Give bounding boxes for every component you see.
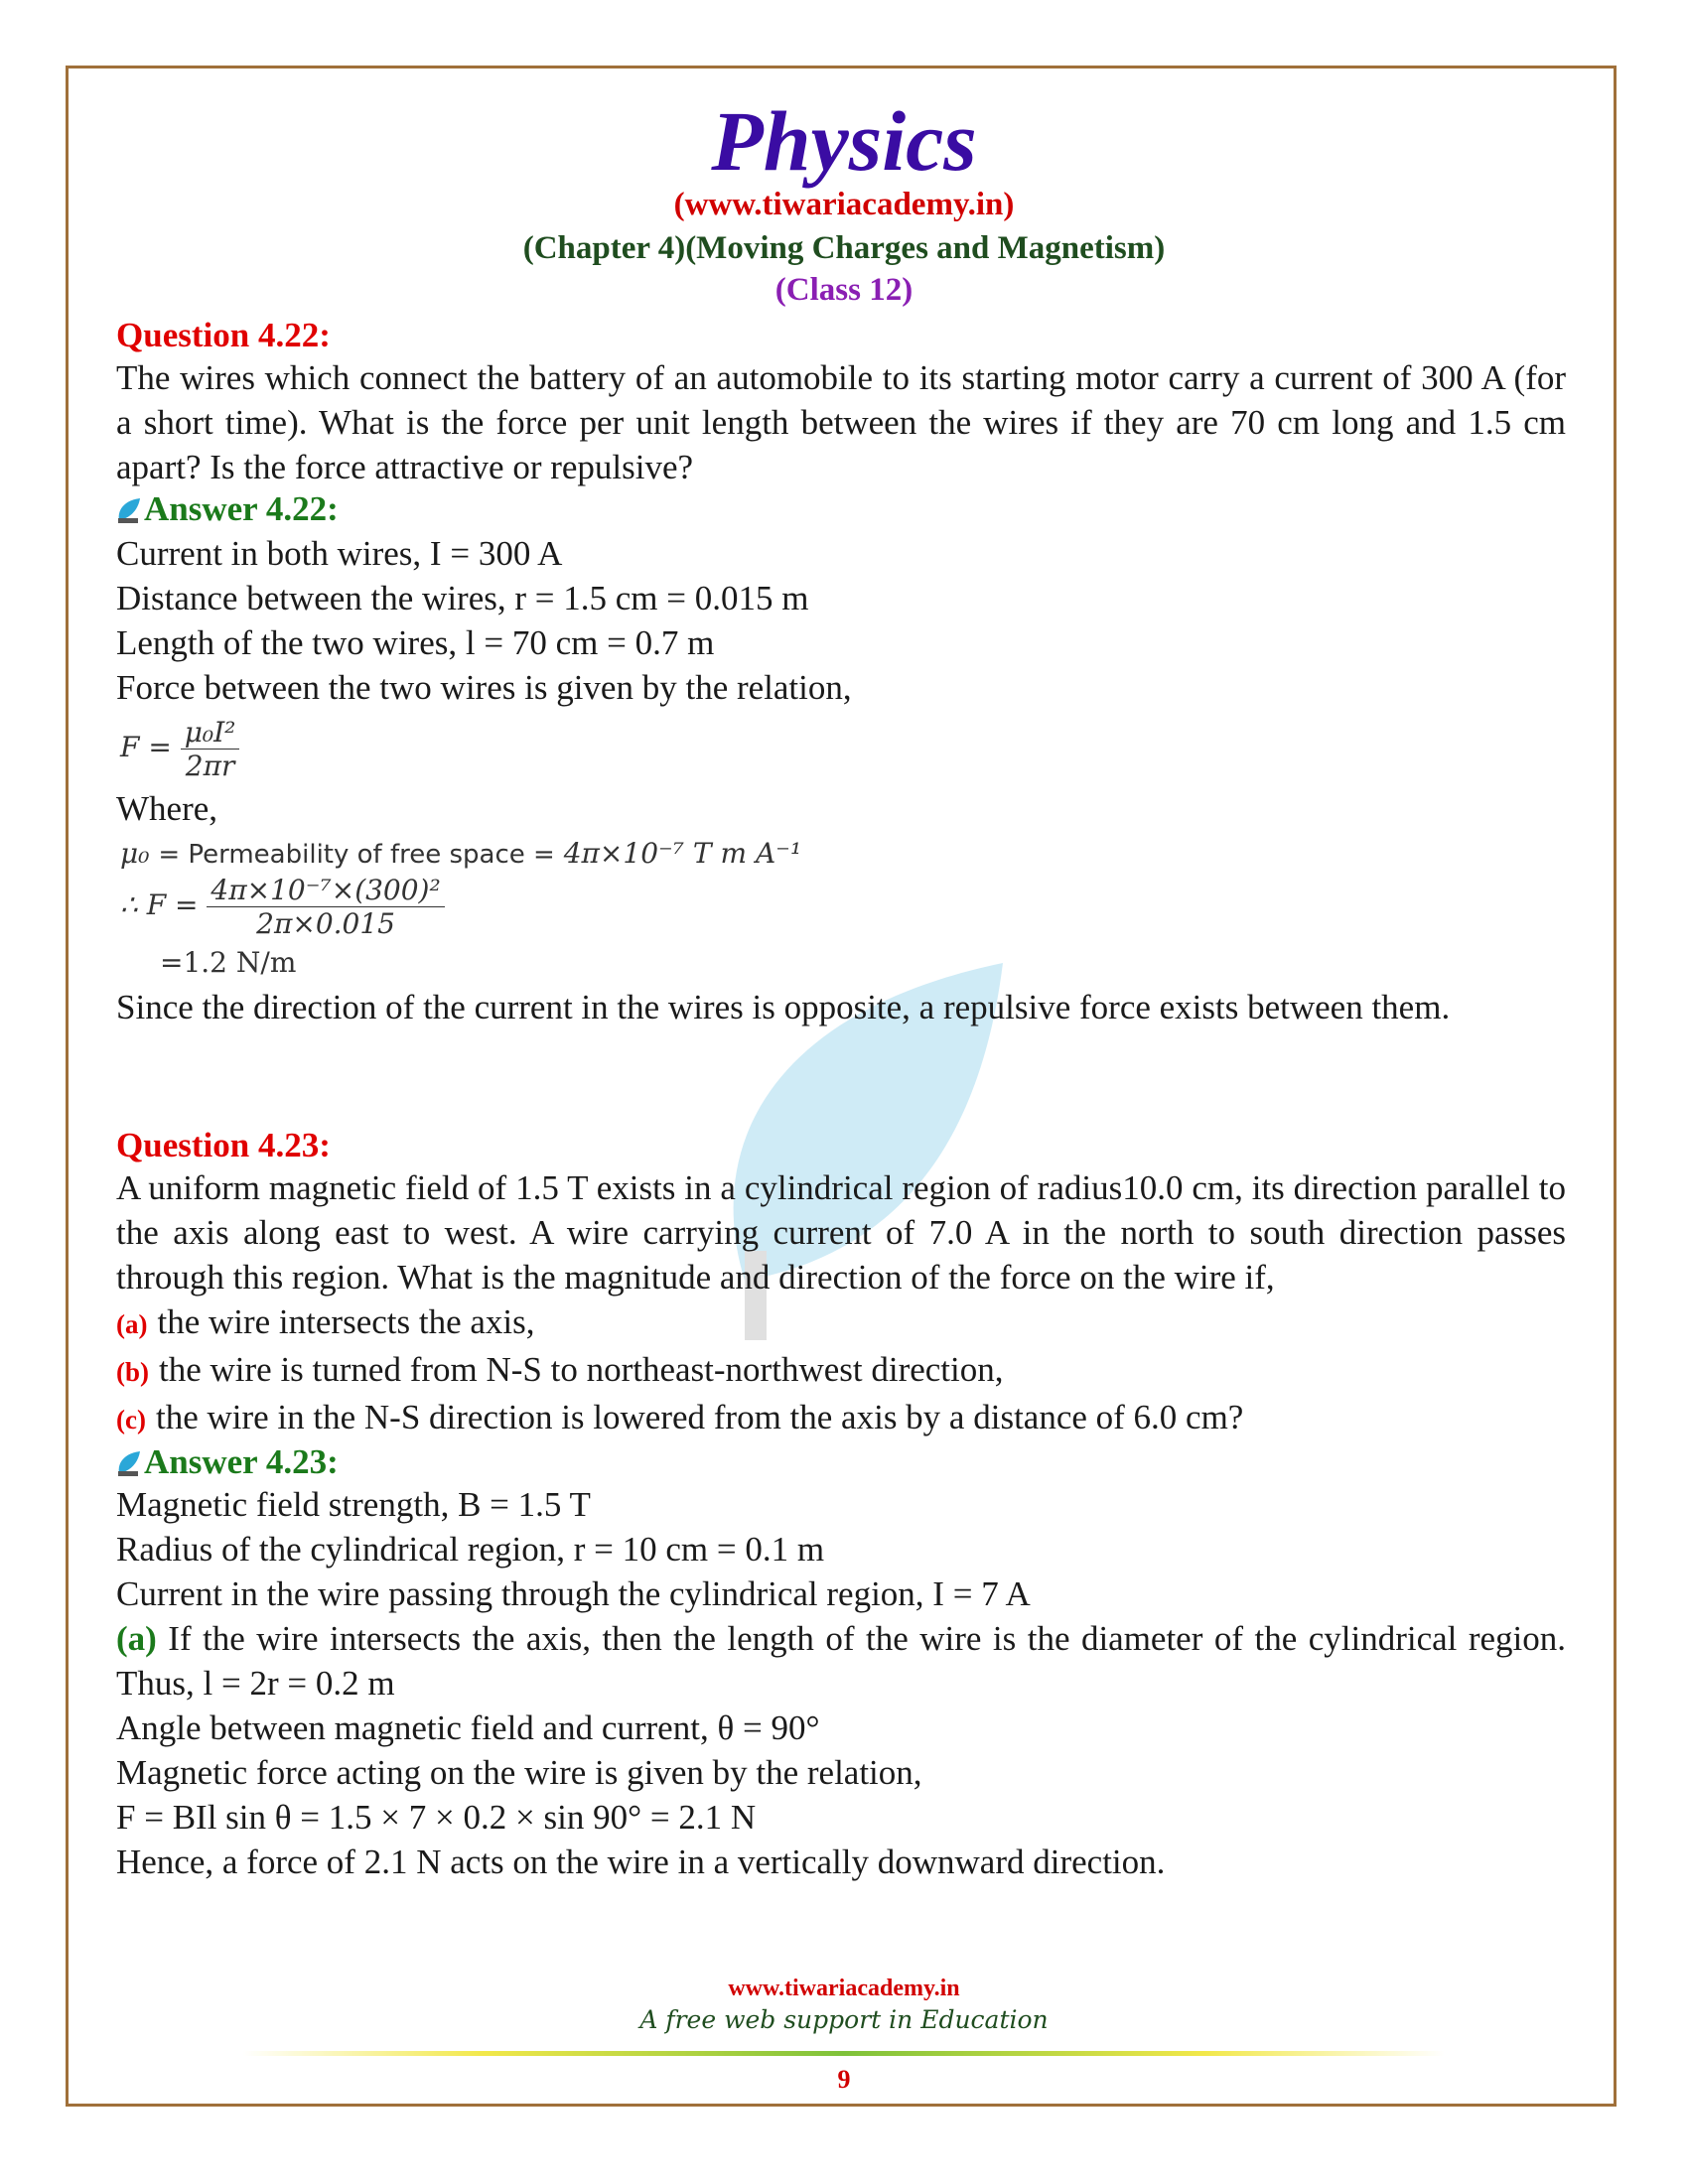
option-label: (b) [116,1357,149,1387]
question-heading: Question 4.22: [116,316,331,354]
calc-denominator: 2π×0.015 [256,907,395,940]
leaf-icon [116,1449,142,1477]
answer-heading: Answer 4.23: [144,1442,339,1481]
answer-line: Distance between the wires, r = 1.5 cm = 0.015 m [116,579,809,617]
formula-numerator: μ₀I² [181,716,240,750]
answer-line: Angle between magnetic field and current, θ = 90° [116,1708,820,1747]
answer-line: Magnetic force acting on the wire is given by the relation, [116,1753,922,1792]
answer-conclusion: Since the direction of the current in the wires is opposite, a repulsive force exists between them. [116,988,1451,1026]
answer-line: Force between the two wires is given by the relation, [116,668,852,707]
footer-tagline: A free web support in Education [639,2005,1049,2034]
option-label: (a) [116,1309,148,1339]
answer-line: Current in both wires, I = 300 A [116,534,563,573]
answer-heading-row [116,489,1566,529]
page-title: Physics [711,93,977,189]
answer-line: Radius of the cylindrical region, r = 10 cm = 0.1 m [116,1530,825,1569]
answer-heading: Answer 4.22: [144,489,339,528]
option-label: (c) [116,1405,146,1434]
question-4-22 [116,316,1566,1029]
footer-divider [243,2051,1445,2056]
formula-denominator: 2πr [185,750,235,782]
option-text: the wire intersects the axis, [157,1302,535,1341]
question-text: The wires which connect the battery of an automobile to its starting motor carry a current of 300 A (for a short time). What is the force per unit length between the wires if they are 70 cm long and 1.5 cm apart? Is the force attractive or repulsive? [116,358,1566,486]
answer-line: Magnetic field strength, B = 1.5 T [116,1485,591,1524]
where-label: Where, [116,789,218,828]
permeability-definition [120,837,1566,870]
calc-result: =1.2 N/m [160,946,297,979]
formula-fraction [181,716,240,782]
calc-lhs: ∴ F = [120,888,199,921]
answer-line: Length of the two wires, l = 70 cm = 0.7 m [116,623,715,662]
question-text: A uniform magnetic field of 1.5 T exists in a cylindrical region of radius10.0 cm, its direction parallel to the axis along east to west. A wire carrying current of 7.0 A in the north to south direction passes through this region. What is the magnitude and direction of the force on the wire if, [116,1168,1566,1297]
answer-line: F = BIl sin θ = 1.5 × 7 × 0.2 × sin 90° = 2.1 N [116,1798,757,1837]
question-4-23 [116,1126,1566,1884]
leaf-icon [116,496,142,524]
option-b [116,1347,1566,1395]
option-a [116,1299,1566,1347]
formula-lhs: F = [120,731,172,763]
footer-site-link[interactable]: www.tiwariacademy.in [728,1976,960,2001]
option-text: the wire is turned from N-S to northeast-northwest direction, [159,1350,1004,1389]
answer-line: Current in the wire passing through the cylindrical region, I = 7 A [116,1574,1031,1613]
option-c [116,1395,1566,1442]
answer-heading-row [116,1442,1566,1482]
mu-symbol: μ₀ [120,837,150,870]
part-a-text: If the wire intersects the axis, then the length of the wire is the diameter of the cylindrical region. Thus, l = 2r = 0.2 m [116,1619,1567,1703]
calc-numerator: 4π×10⁻⁷×(300)² [207,874,444,907]
class-label: (Class 12) [774,272,914,308]
part-a-paragraph [116,1616,1566,1706]
mu-label: = Permeability of free space = [158,840,555,870]
calc-fraction [207,874,444,940]
question-heading: Question 4.23: [116,1126,331,1164]
force-calculation [120,874,1566,940]
answer-line: Hence, a force of 2.1 N acts on the wire in a vertically downward direction. [116,1843,1166,1881]
force-formula [120,716,1566,782]
option-text: the wire in the N-S direction is lowered from the axis by a distance of 6.0 cm? [155,1398,1244,1436]
page-number: 9 [837,2065,851,2094]
part-a-label: (a) [116,1619,157,1658]
mu-value: 4π×10⁻⁷ T m A⁻¹ [563,837,802,870]
header-site-link[interactable]: (www.tiwariacademy.in) [673,187,1015,222]
chapter-title: (Chapter 4)(Moving Charges and Magnetism) [522,230,1166,266]
